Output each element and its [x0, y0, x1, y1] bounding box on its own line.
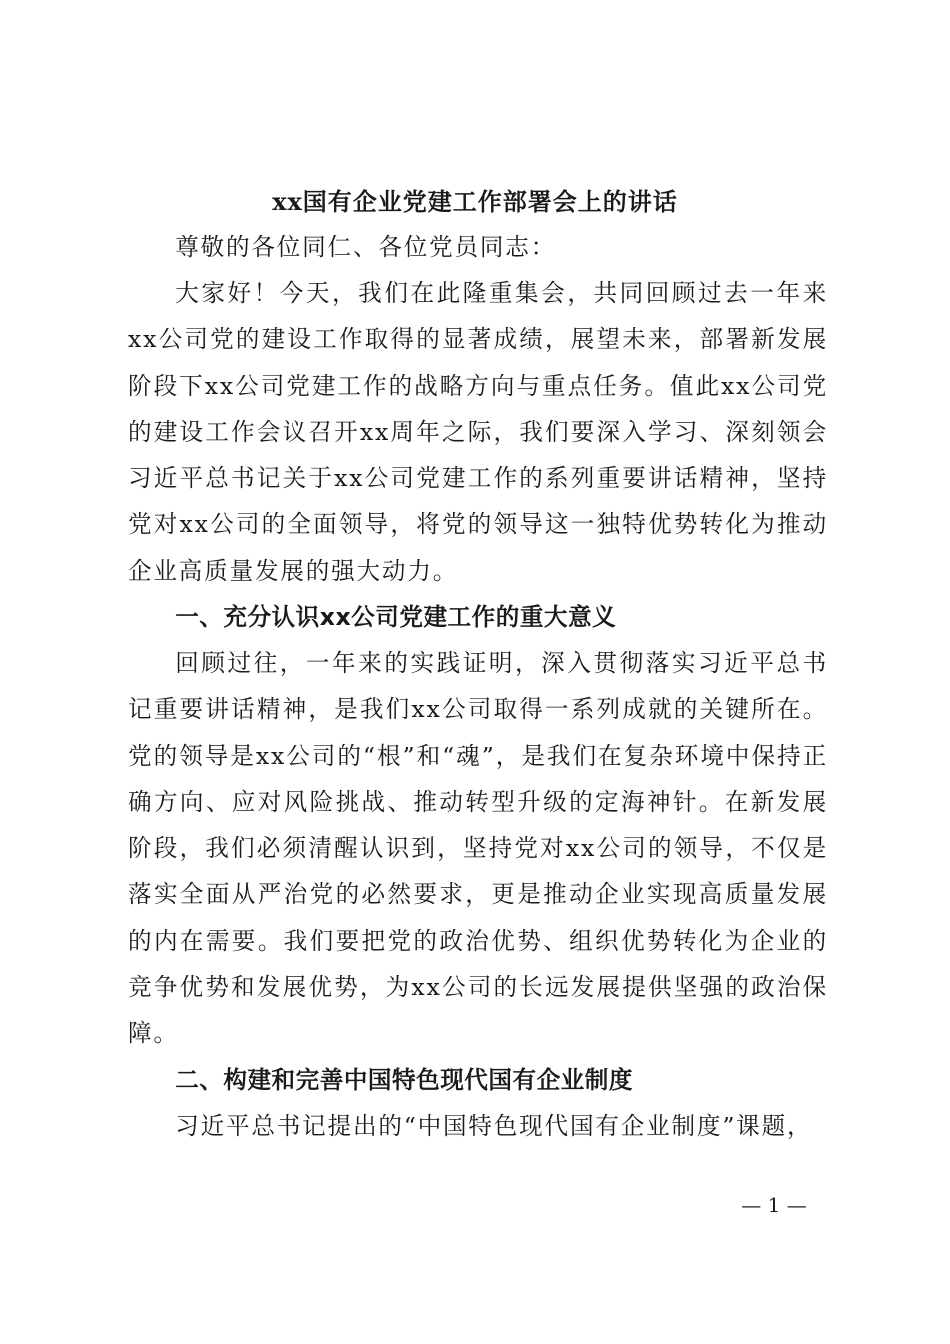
- paragraph-section-2: 习近平总书记提出的“中国特色现代国有企业制度”课题，: [175, 1112, 813, 1140]
- section-heading-1: 一、充分认识xx公司党建工作的重大意义: [175, 603, 617, 631]
- document-title: xx国有企业党建工作部署会上的讲话: [272, 187, 678, 216]
- page-number: — 1 —: [741, 1193, 807, 1217]
- section-heading-2: 二、构建和完善中国特色现代国有企业制度: [175, 1066, 633, 1094]
- paragraph-intro: 大家好！今天，我们在此隆重集会，共同回顾过去一年来xx公司党的建设工作取得的显著成绩，展望未来，部署新发展阶段下xx公司党建工作的战略方向与重点任务。值此xx公司党的建设工作会议召开xx周年之际，我们要深入学习、深刻领会习近平总书记关于xx公司党建工作的系列重要讲话精神，坚持党对xx公司的全面领导，将党的领导这一独特优势转化为推动企业高质量发展的强大动力。: [128, 279, 828, 585]
- salutation: 尊敬的各位同仁、各位党员同志：: [175, 233, 557, 261]
- paragraph-section-1: 回顾过往，一年来的实践证明，深入贯彻落实习近平总书记重要讲话精神，是我们xx公司取得一系列成就的关键所在。党的领导是xx公司的“根”和“魂”，是我们在复杂环境中保持正确方向、应对风险挑战、推动转型升级的定海神针。在新发展阶段，我们必须清醒认识到，坚持党对xx公司的领导，不仅是落实全面从严治党的必然要求，更是推动企业实现高质量发展的内在需要。我们要把党的政治优势、组织优势转化为企业的竞争优势和发展优势，为xx公司的长远发展提供坚强的政治保障。: [128, 649, 828, 1048]
